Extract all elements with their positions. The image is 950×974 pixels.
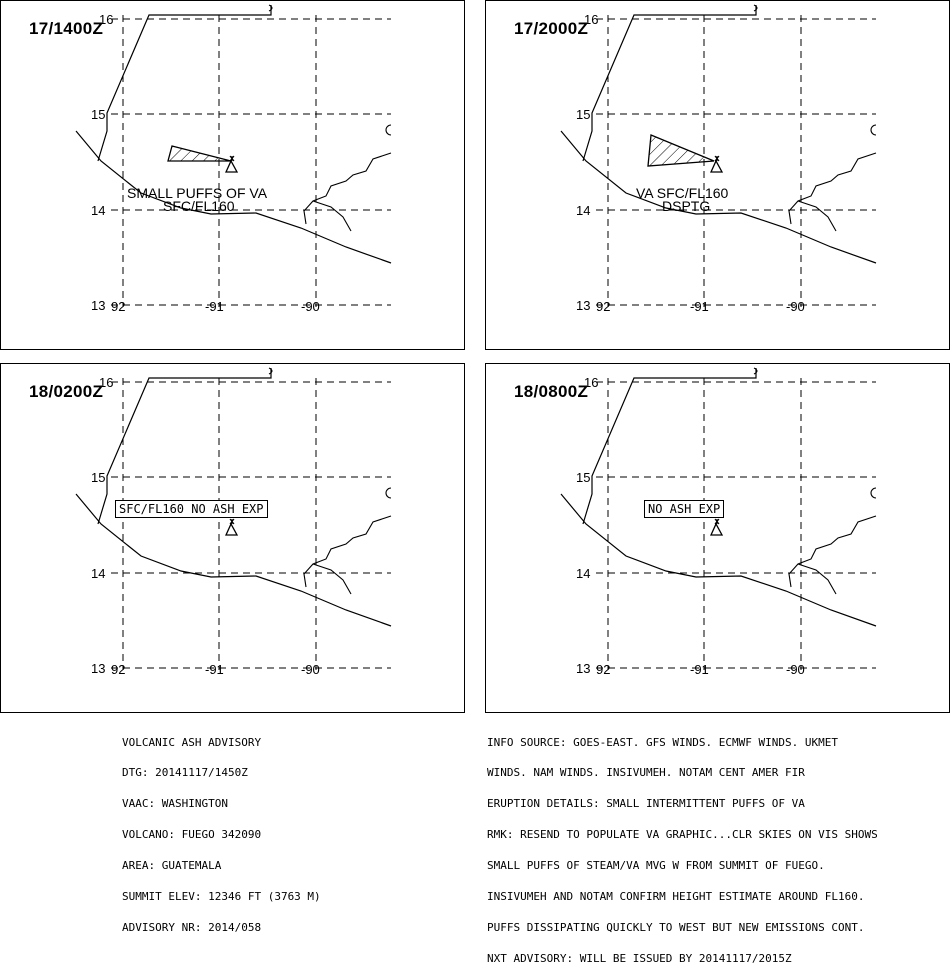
panel-time-label: 18/0200Z: [29, 382, 104, 401]
advisory-line: INSIVUMEH AND NOTAM CONFIRM HEIGHT ESTIMATE AROUND FL160.: [487, 890, 865, 904]
lon-tick-label: -91: [690, 299, 709, 314]
lat-tick-label: 16: [99, 375, 114, 390]
map-canvas-2: [486, 1, 950, 351]
forecast-panel-4: [485, 363, 950, 713]
lat-tick-label: 13: [91, 298, 106, 313]
ash-annotation-line-1: SMALL PUFFS OF VA: [127, 185, 268, 201]
lat-tick-label: 15: [91, 470, 106, 485]
lat-tick-label: 15: [91, 107, 106, 122]
map-canvas-4: [486, 364, 950, 714]
no-ash-box: NO ASH EXP: [644, 500, 724, 518]
advisory-line: AREA: GUATEMALA: [122, 859, 222, 873]
lat-tick-label: 14: [576, 566, 591, 581]
forecast-panel-1: [0, 0, 465, 350]
advisory-remarks-block: [487, 717, 878, 974]
lon-tick-label: 92: [596, 662, 611, 677]
panel-time-label: 18/0800Z: [514, 382, 589, 401]
advisory-line: ADVISORY NR: 2014/058: [122, 920, 262, 934]
volcano-icon: [711, 156, 722, 172]
volcano-icon: [226, 519, 237, 535]
panel-time-label: 17/1400Z: [29, 19, 104, 38]
lon-tick-label: -90: [786, 662, 805, 677]
volcano-icon: [711, 519, 722, 535]
advisory-line: NXT ADVISORY: WILL BE ISSUED BY 20141117/2015Z: [487, 951, 792, 965]
advisory-line: VOLCANO: FUEGO 342090: [122, 828, 262, 842]
lon-tick-label: 92: [111, 299, 126, 314]
lat-tick-label: 14: [576, 203, 591, 218]
advisory-line: ERUPTION DETAILS: SMALL INTERMITTENT PUFFS OF VA: [487, 797, 805, 811]
advisory-line: SMALL PUFFS OF STEAM/VA MVG W FROM SUMMIT OF FUEGO.: [487, 859, 825, 873]
advisory-line: INFO SOURCE: GOES-EAST. GFS WINDS. ECMWF WINDS. UKMET: [487, 735, 838, 749]
advisory-line: WINDS. NAM WINDS. INSIVUMEH. NOTAM CENT AMER FIR: [487, 766, 805, 780]
lon-tick-label: -91: [205, 299, 224, 314]
lat-tick-label: 13: [576, 298, 591, 313]
ash-annotation-line-2: SFC/FL160: [163, 198, 235, 214]
lat-tick-label: 13: [576, 661, 591, 676]
lon-tick-label: -90: [786, 299, 805, 314]
advisory-line: PUFFS DISSIPATING QUICKLY TO WEST BUT NEW EMISSIONS CONT.: [487, 920, 865, 934]
map-graticule-1: [91, 12, 391, 314]
map-graticule-2: [576, 12, 876, 314]
no-ash-box: SFC/FL160 NO ASH EXP: [115, 500, 268, 518]
lat-tick-label: 14: [91, 566, 106, 581]
lat-tick-label: 16: [584, 375, 599, 390]
volcano-icon: [226, 156, 237, 172]
ash-annotation-line-1: VA SFC/FL160: [636, 185, 729, 201]
lon-tick-label: -90: [301, 662, 320, 677]
advisory-line: VAAC: WASHINGTON: [122, 797, 228, 811]
lat-tick-label: 16: [99, 12, 114, 27]
ash-annotation-line-2: DSPTG: [662, 198, 711, 214]
lon-tick-label: 92: [596, 299, 611, 314]
map-canvas-1: [1, 1, 466, 351]
lat-tick-label: 14: [91, 203, 106, 218]
lon-tick-label: -90: [301, 299, 320, 314]
map-graticule-3: [91, 375, 391, 677]
lat-tick-label: 15: [576, 107, 591, 122]
advisory-header-block: [122, 717, 321, 944]
lon-tick-label: -91: [205, 662, 224, 677]
forecast-panel-2: [485, 0, 950, 350]
advisory-line: SUMMIT ELEV: 12346 FT (3763 M): [122, 890, 321, 904]
map-canvas-3: [1, 364, 466, 714]
lat-tick-label: 15: [576, 470, 591, 485]
advisory-line: DTG: 20141117/1450Z: [122, 766, 248, 780]
advisory-line: VOLCANIC ASH ADVISORY: [122, 735, 262, 749]
advisory-line: RMK: RESEND TO POPULATE VA GRAPHIC...CLR SKIES ON VIS SHOWS: [487, 828, 878, 842]
ash-area-1: [168, 146, 231, 161]
lat-tick-label: 16: [584, 12, 599, 27]
panel-time-label: 17/2000Z: [514, 19, 589, 38]
lon-tick-label: 92: [111, 662, 126, 677]
lat-tick-label: 13: [91, 661, 106, 676]
map-graticule-4: [576, 375, 876, 677]
lon-tick-label: -91: [690, 662, 709, 677]
forecast-panel-3: [0, 363, 465, 713]
